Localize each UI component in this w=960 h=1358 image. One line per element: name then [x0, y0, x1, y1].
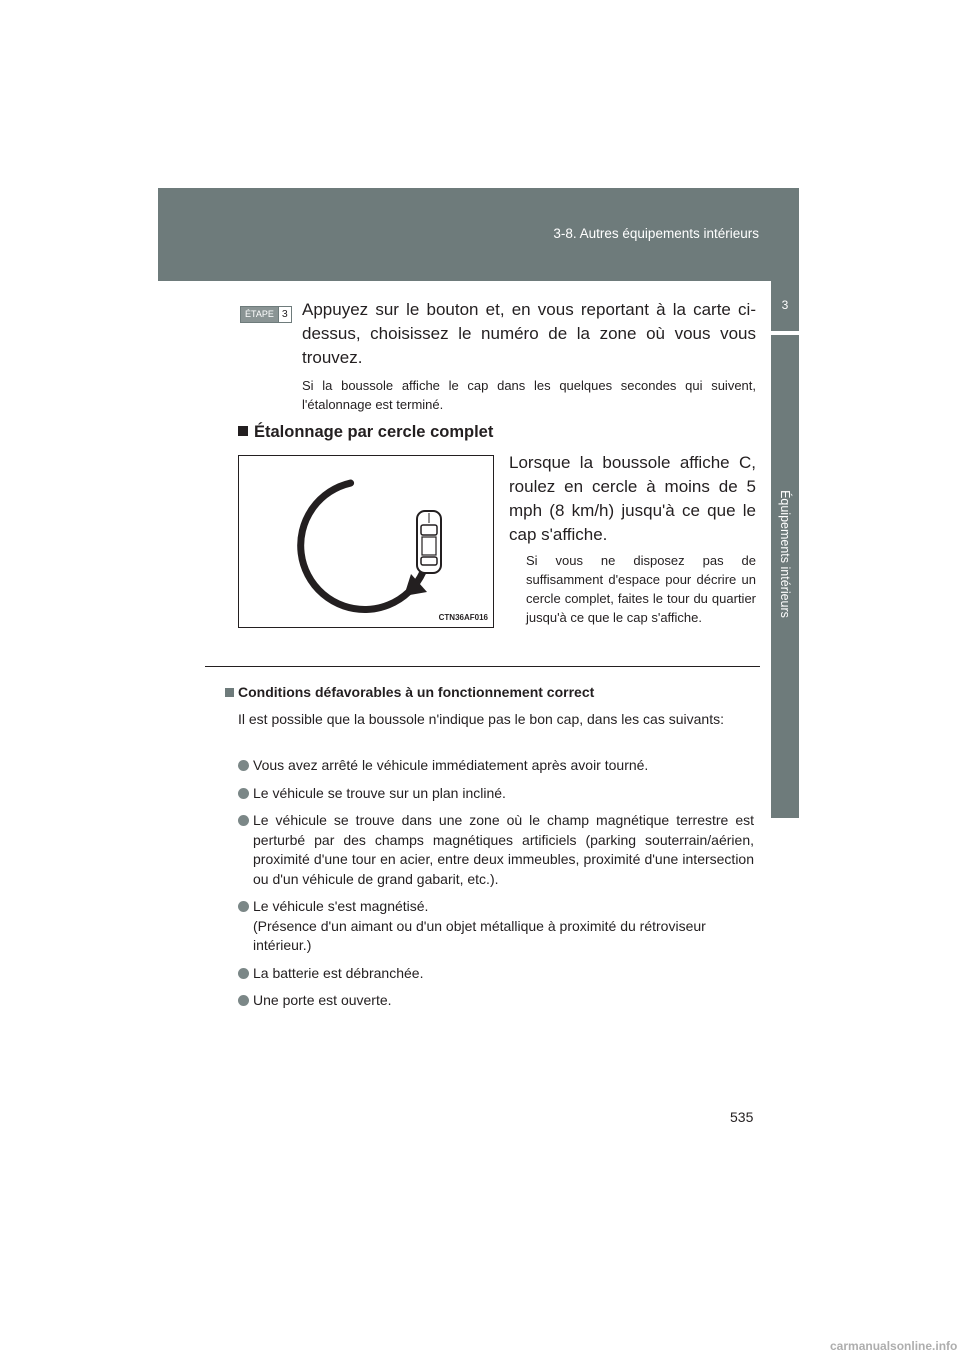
circle-drive-illustration [239, 456, 493, 627]
section-header [158, 188, 799, 281]
list-item [238, 964, 754, 984]
chapter-tab [771, 188, 799, 818]
chapter-label-box [771, 335, 799, 818]
bullet-dot-icon [238, 901, 249, 912]
chapter-number-box [771, 281, 799, 331]
conditions-heading-text: Conditions défavorables à un fonctionnement correct [238, 684, 595, 700]
list-item [238, 784, 754, 804]
bullet-dot-icon [238, 815, 249, 826]
bullet-dot-icon [238, 968, 249, 979]
list-item [238, 897, 754, 956]
calibration-heading [238, 423, 493, 442]
step-instruction: Appuyez sur le bouton et, en vous reportant à la carte ci-dessus, choisissez le numéro de la zone où vous vous trouvez. [302, 300, 756, 367]
list-item-text: Le véhicule se trouve sur un plan incliné. [253, 784, 506, 801]
step-badge-label: ÉTAPE [241, 307, 278, 322]
list-item-text: Le véhicule se trouve dans une zone où le champ magnétique terrestre est perturbé par des champs magnétiques artificiels (parking souterrain/aérien, proximité d'une tour en acier, entre deux immeubles, proximité d'une intersection ou d'un véhicule de grand gabarit, etc.). [253, 812, 754, 887]
list-item-text: Une porte est ouverte. [253, 992, 392, 1008]
page-number: 535 [730, 1109, 754, 1125]
square-bullet-icon [225, 688, 234, 697]
chapter-number: 3 [781, 298, 789, 312]
calibration-instruction: Lorsque la boussole affiche C, roulez en cercle à moins de 5 mph (8 km/h) jusqu'à ce que le cap s'affiche. [509, 453, 756, 544]
calibration-note: Si vous ne disposez pas de suffisamment d'espace pour décrire un cercle complet, faites le tour du quartier jusqu'à ce que le cap s'affiche. [526, 553, 756, 625]
chapter-label: Équipements intérieurs [778, 490, 792, 618]
list-item-text: La batterie est débranchée. [253, 964, 424, 981]
car-topview-icon [417, 511, 441, 573]
conditions-list [238, 756, 754, 1019]
list-item [238, 991, 754, 1011]
step-note: Si la boussole affiche le cap dans les quelques secondes qui suivent, l'étalonnage est terminé. [302, 378, 756, 412]
section-title: 3-8. Autres équipements intérieurs [553, 226, 759, 241]
section-divider [205, 666, 760, 667]
step-badge [240, 306, 292, 323]
bullet-dot-icon [238, 760, 249, 771]
watermark-link[interactable]: carmanualsonline.info [830, 1339, 958, 1353]
list-item-subtext: (Présence d'un aimant ou d'un objet métallique à proximité du rétroviseur intérieur.) [253, 917, 706, 953]
calibration-heading-text: Étalonnage par cercle complet [254, 423, 494, 441]
conditions-heading [225, 684, 594, 700]
step-badge-number: 3 [278, 307, 291, 322]
list-item-text: Le véhicule s'est magnétisé. [253, 898, 429, 914]
bullet-dot-icon [238, 995, 249, 1006]
circle-calibration-figure [238, 455, 494, 628]
list-item [238, 811, 754, 889]
list-item-text: Vous avez arrêté le véhicule immédiatement après avoir tourné. [253, 757, 649, 773]
bullet-dot-icon [238, 788, 249, 799]
conditions-intro: Il est possible que la boussole n'indique pas le bon cap, dans les cas suivants: [238, 711, 724, 727]
square-bullet-icon [238, 426, 248, 436]
list-item [238, 756, 754, 776]
figure-code: CTN36AF016 [438, 613, 488, 622]
